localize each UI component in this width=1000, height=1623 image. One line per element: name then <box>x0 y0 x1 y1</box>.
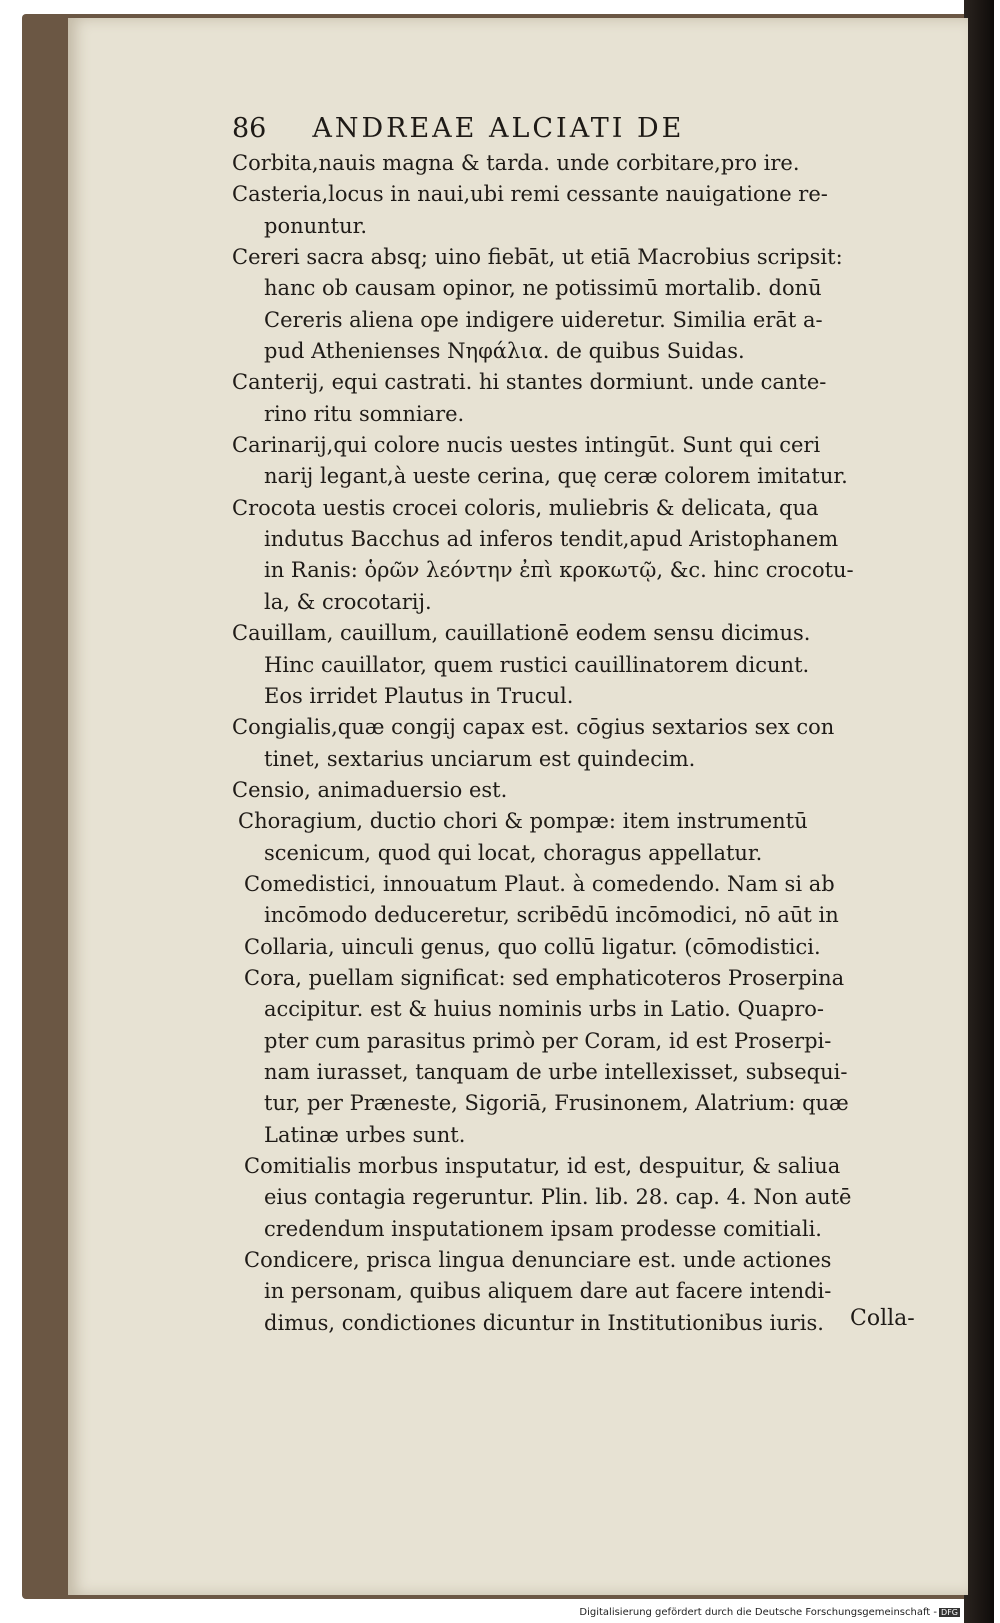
text-line: Cora, puellam significat: sed emphaticoteros Proserpina <box>244 965 845 990</box>
digitization-credit <box>579 1607 960 1618</box>
text-line: Censio, animaduersio est. <box>232 777 508 802</box>
text-line: scenicum, quod qui locat, choragus appellatur. <box>264 840 763 865</box>
text-line: tinet, sextarius unciarum est quindecim. <box>264 746 696 771</box>
text-line: Congialis,quæ congij capax est. cōgius sextarios sex con <box>232 715 835 740</box>
catchword: Colla- <box>850 1306 915 1331</box>
text-line: Corbita,nauis magna & tarda. unde corbitare,pro ire. <box>232 151 800 175</box>
text-line: indutus Bacchus ad inferos tendit,apud Aristophanem <box>264 527 839 552</box>
text-line: credendum insputationem ipsam prodesse comitiali. <box>264 1216 822 1241</box>
text-line: Comitialis morbus insputatur, id est, despuitur, & saliua <box>244 1154 841 1178</box>
text-line: Casteria,locus in naui,ubi remi cessante nauigatione re- <box>232 182 828 207</box>
text-line: in Ranis: ὁρῶν λεόντην ἐπὶ κροκωτῷ, &c. hinc crocotu- <box>264 558 854 583</box>
text-line: Cereris aliena ope indigere uideretur. Similia erāt a- <box>264 307 823 332</box>
text-line: ponuntur. <box>264 213 368 238</box>
credit-text: Digitalisierung gefördert durch die Deutsche Forschungsgemeinschaft - <box>579 1607 938 1618</box>
text-line: Cereri sacra absq; uino fiebāt, ut etiā Macrobius scripsit: <box>232 245 843 270</box>
text-line: Crocota uestis crocei coloris, muliebris & delicata, qua <box>232 495 819 520</box>
text-line: dimus, condictiones dicuntur in Institutionibus iuris. <box>264 1310 824 1335</box>
text-line: hanc ob causam opinor, ne potissimū mortalib. donū <box>264 276 822 301</box>
text-line: Latinæ urbes sunt. <box>264 1122 466 1147</box>
text-line: accipitur. est & huius nominis urbs in Latio. Quapro- <box>264 997 824 1022</box>
text-line: incōmodo deduceretur, scribēdū incōmodici, nō aūt in <box>264 903 839 928</box>
text-line: Collaria, uinculi genus, quo collū ligatur. (cōmodistici. <box>244 934 821 959</box>
text-line: Condicere, prisca lingua denunciare est. unde actiones <box>244 1248 832 1273</box>
text-line: narij legant,à ueste cerina, quę ceræ colorem imitatur. <box>264 464 848 489</box>
text-line: Comedistici, innouatum Plaut. à comedendo. Nam si ab <box>244 871 835 896</box>
text-line: pter cum parasitus primò per Coram, id est Proserpi- <box>264 1028 832 1053</box>
text-line: Hinc cauillator, quem rustici cauillinatorem dicunt. <box>264 652 810 677</box>
text-line: Choragium, ductio chori & pompæ: item instrumentū <box>238 809 808 834</box>
running-header <box>232 113 684 144</box>
running-title: ANDREAE ALCIATI DE <box>312 113 685 144</box>
dfg-logo: DFG <box>941 1608 958 1617</box>
text-line: pud Athenienses Νηφάλια. de quibus Suidas. <box>264 339 745 364</box>
text-line: Carinarij,qui colore nucis uestes intingūt. Sunt qui ceri <box>232 433 821 458</box>
text-line: Cauillam, cauillum, cauillationē eodem sensu dicimus. <box>232 621 811 646</box>
page-text <box>232 148 970 1339</box>
text-line: la, & crocotarij. <box>264 589 432 614</box>
text-line: Eos irridet Plautus in Trucul. <box>264 683 574 708</box>
text-line: tur, per Præneste, Sigoriā, Frusinonem, Alatrium: quæ <box>264 1091 849 1116</box>
page-number: 86 <box>232 113 267 144</box>
text-line: rino ritu somniare. <box>264 401 465 426</box>
text-line: nam iurasset, tanquam de urbe intellexisset, subsequi- <box>264 1059 848 1084</box>
text-line: Canterij, equi castrati. hi stantes dormiunt. unde cante- <box>232 370 827 395</box>
text-line: eius contagia regeruntur. Plin. lib. 28. cap. 4. Non autē <box>264 1185 852 1210</box>
text-line: in personam, quibus aliquem dare aut facere intendi- <box>264 1279 832 1304</box>
